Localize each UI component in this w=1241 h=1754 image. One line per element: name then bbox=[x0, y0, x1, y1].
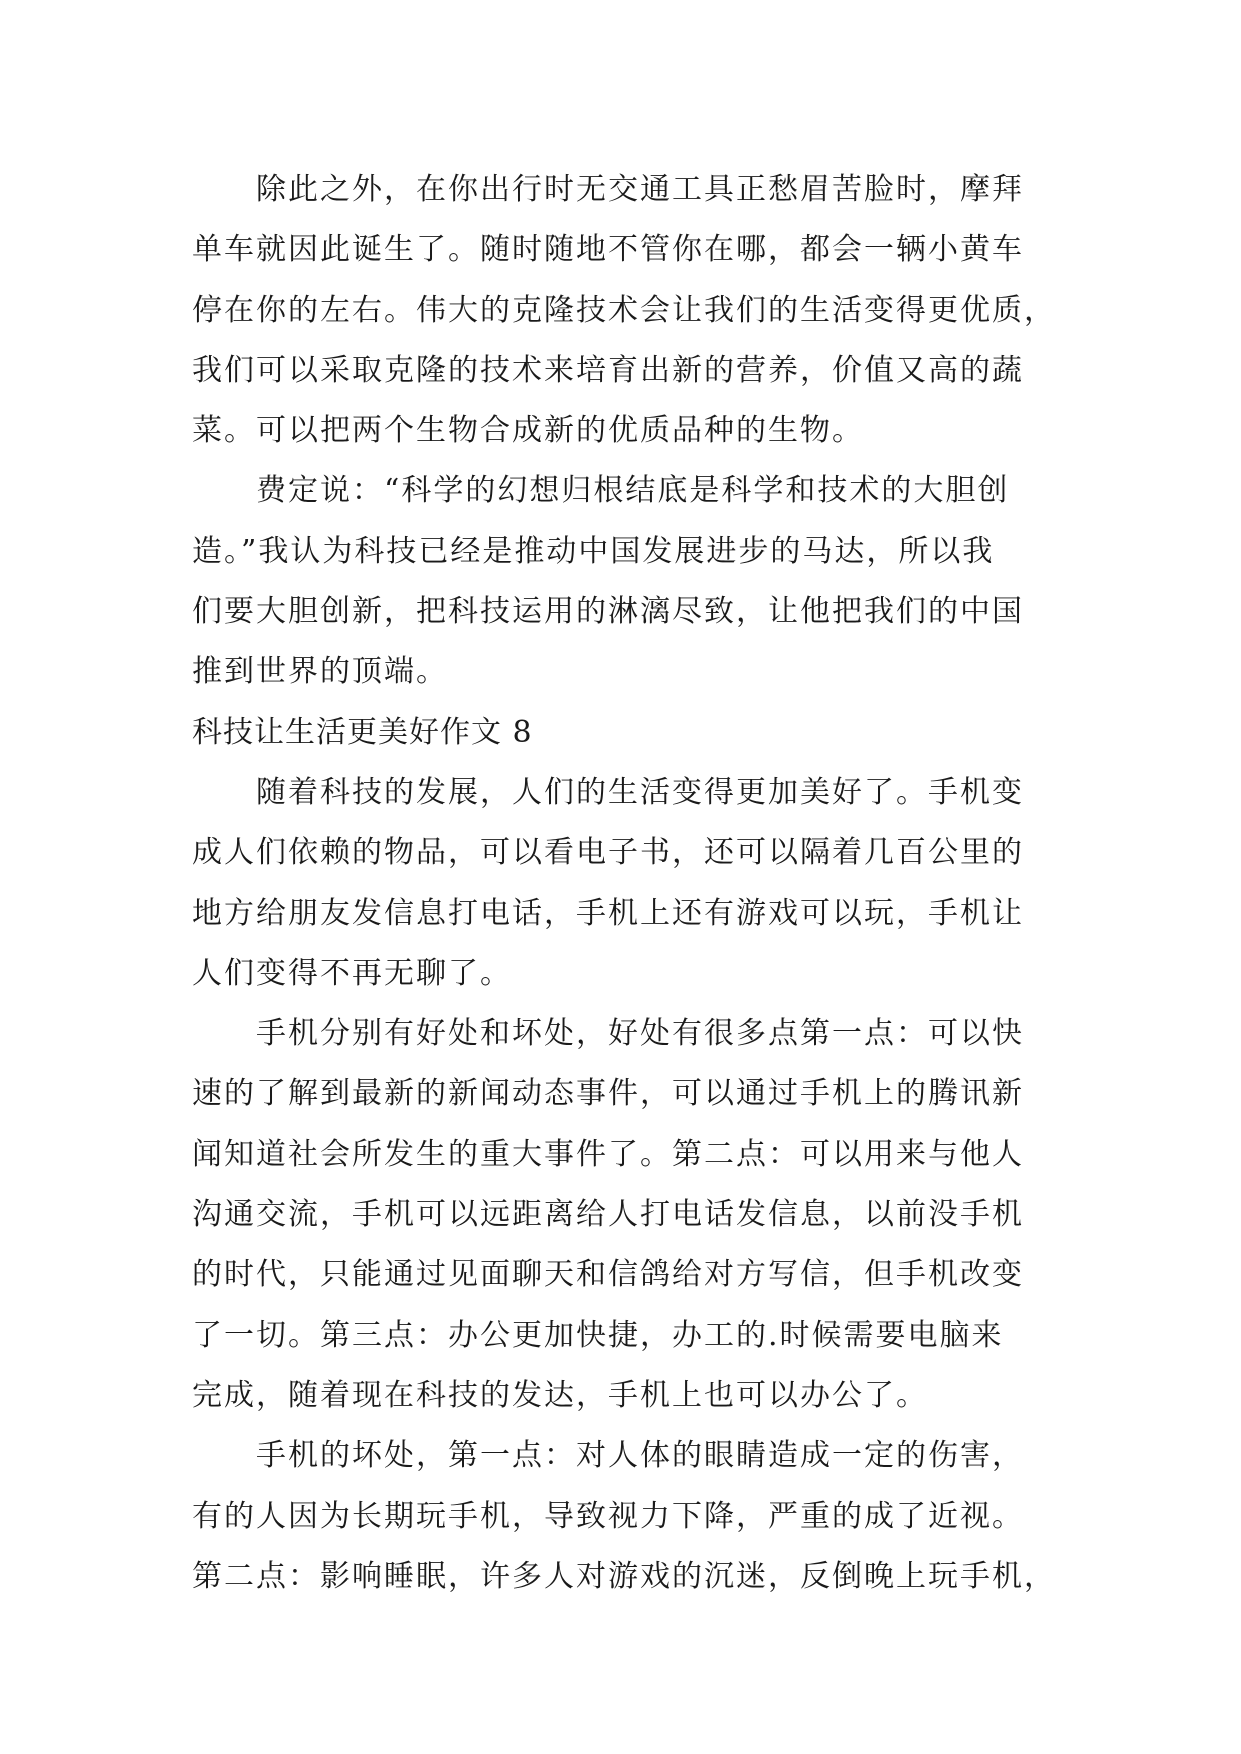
text-line: 随着科技的发展，人们的生活变得更加美好了。手机变 bbox=[256, 774, 1024, 810]
text-line: 们要大胆创新，把科技运用的淋漓尽致，让他把我们的中国 bbox=[192, 594, 1024, 630]
text-line: 沟通交流，手机可以远距离给人打电话发信息，以前没手机 bbox=[192, 1197, 1024, 1233]
text-line: 地方给朋友发信息打电话，手机上还有游戏可以玩，手机让 bbox=[192, 895, 1024, 931]
text-line: 人们变得不再无聊了。 bbox=[192, 955, 512, 991]
text-line: 速的了解到最新的新闻动态事件，可以通过手机上的腾讯新 bbox=[192, 1076, 1024, 1112]
text-line: 单车就因此诞生了。随时随地不管你在哪，都会一辆小黄车 bbox=[192, 232, 1024, 268]
text-line: 的时代，只能通过见面聊天和信鸽给对方写信，但手机改变 bbox=[192, 1257, 1024, 1293]
text-line: 费定说：“科学的幻想归根结底是科学和技术的大胆创 bbox=[256, 473, 1010, 509]
text-line: 闻知道社会所发生的重大事件了。第二点：可以用来与他人 bbox=[192, 1136, 1024, 1172]
paragraph-2 bbox=[192, 461, 1092, 702]
text-line: 除此之外，在你出行时无交通工具正愁眉苦脸时，摩拜 bbox=[256, 172, 1024, 207]
text-line: 手机分别有好处和坏处，好处有很多点第一点：可以快 bbox=[256, 1016, 1024, 1052]
paragraph-4 bbox=[192, 1004, 1092, 1426]
text-line: 造。”我认为科技已经是推动中国发展进步的马达，所以我 bbox=[192, 533, 995, 569]
document-body bbox=[192, 160, 1092, 1607]
text-line: 第二点：影响睡眠，许多人对游戏的沉迷，反倒晚上玩手机， bbox=[192, 1558, 1056, 1594]
text-line: 有的人因为长期玩手机，导致视力下降，严重的成了近视。 bbox=[192, 1498, 1024, 1534]
text-line: 推到世界的顶端。 bbox=[192, 654, 448, 690]
paragraph-5 bbox=[192, 1426, 1092, 1607]
paragraph-1 bbox=[192, 160, 1092, 461]
text-line: 停在你的左右。伟大的克隆技术会让我们的生活变得更优质， bbox=[192, 292, 1056, 328]
paragraph-3 bbox=[192, 763, 1092, 1004]
text-line: 手机的坏处，第一点：对人体的眼睛造成一定的伤害， bbox=[256, 1438, 1024, 1474]
text-line: 了一切。第三点：办公更加快捷，办工的.时候需要电脑来 bbox=[192, 1317, 1004, 1353]
section-heading bbox=[192, 703, 1092, 763]
text-line: 菜。可以把两个生物合成新的优质品种的生物。 bbox=[192, 413, 864, 449]
text-line: 成人们依赖的物品，可以看电子书，还可以隔着几百公里的 bbox=[192, 835, 1024, 871]
text-line: 我们可以采取克隆的技术来培育出新的营养，价值又高的蔬 bbox=[192, 352, 1024, 388]
text-line: 完成，随着现在科技的发达，手机上也可以办公了。 bbox=[192, 1377, 928, 1413]
heading-line: 科技让生活更美好作文 8 bbox=[192, 714, 533, 750]
